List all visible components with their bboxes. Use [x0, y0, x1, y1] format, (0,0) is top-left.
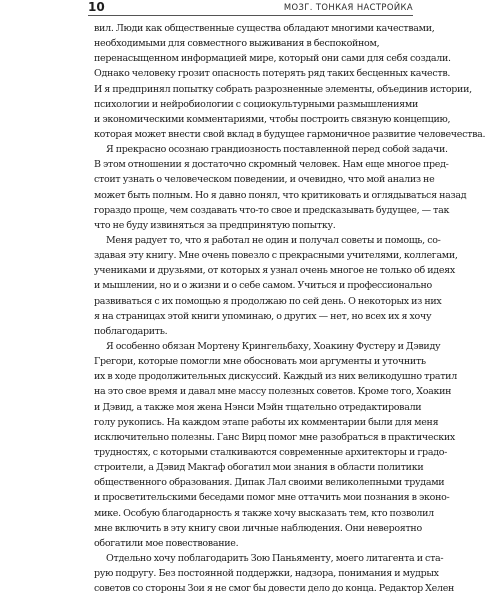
text-line: рую подругу. Без постоянной поддержки, надзора, понимания и мудрых: [94, 568, 439, 580]
text-line: и Дэвид, а также моя жена Нэнси Мэйн тщательно отредактировали: [94, 401, 422, 413]
body-text: [94, 21, 486, 596]
text-line: обогатили мое повествование.: [94, 537, 239, 549]
text-line: на это свое время и давал мне массу полезных советов. Кроме того, Хоакин: [94, 386, 452, 398]
text-line: Грегори, которые помогли мне обосновать мои аргументы и уточнить: [94, 356, 426, 368]
text-line: я на страницах этой книги упоминаю, о других — нет, но всех их я хочу: [94, 310, 432, 322]
text-line: и просветительскими беседами помог мне оттачить мои познания в эконо-: [94, 492, 450, 504]
text-line: и экономическими комментариями, чтобы построить связную концепцию,: [94, 113, 451, 125]
text-line: перенасыщенном информацией мире, который они сами для себя создали.: [94, 53, 451, 65]
text-line: Меня радует то, что я работал не один и получал советы и помощь, со-: [106, 234, 441, 246]
text-line: здавая эту книгу. Мне очень повезло с прекрасными учителями, коллегами,: [94, 250, 458, 262]
paragraph: [94, 142, 467, 233]
text-line: гораздо проще, чем создавать что-то свое и предсказывать будущее, — так: [94, 204, 450, 216]
running-head: МОЗГ. ТОНКАЯ НАСТРОЙКА: [283, 2, 413, 12]
text-line: трудностях, с которыми сталкиваются современные архитекторы и градо-: [94, 446, 448, 458]
text-line: Однако человеку грозит опасность потерять ряд таких бесценных качеств.: [94, 68, 451, 80]
text-line: исключительно полезны. Ганс Вирц помог мне разобраться в практических: [94, 431, 455, 443]
page-header: [88, 0, 413, 16]
page-number: 10: [88, 0, 105, 14]
paragraph: [94, 339, 457, 551]
text-line: общественного образования. Дипак Лал своими великолепными трудами: [94, 477, 445, 489]
text-line: мике. Особую благодарность я также хочу высказать тем, кто позволил: [94, 507, 434, 519]
text-line: советов со стороны Зои я не смог бы довести дело до конца. Редактор Хелен: [94, 583, 455, 595]
text-line: что не буду извиняться за предпринятую попытку.: [94, 219, 336, 231]
text-line: необходимыми для совместного выживания в беспокойном,: [94, 38, 380, 50]
paragraph: [94, 551, 455, 596]
header-rule: [88, 15, 413, 16]
text-line: и мышлении, но и о жизни и о себе самом. Учиться и профессионально: [94, 280, 432, 292]
text-line: И я предпринял попытку собрать разрозненные элементы, объединив истории,: [94, 83, 472, 95]
text-line: голу рукопись. На каждом этапе работы их комментарии были для меня: [94, 416, 439, 428]
text-line: психологии и нейробиологии с социокультурными размышлениями: [94, 98, 418, 110]
text-line: развиваться с их помощью я продолжаю по сей день. О некоторых из них: [94, 295, 442, 307]
text-line: мне включить в эту книгу свои личные наблюдения. Они невероятно: [94, 522, 422, 534]
text-line: которая может внести свой вклад в будущее гармоничное развитие человечества.: [94, 128, 486, 140]
text-line: Я прекрасно осознаю грандиозность поставленной перед собой задачи.: [106, 144, 448, 156]
text-line: Я особенно обязан Мортену Крингельбаху, Хоакину Фустеру и Дэвиду: [106, 340, 441, 352]
text-line: может быть полным. Но я давно понял, что критиковать и оглядываться назад: [94, 189, 467, 201]
text-line: учениками и друзьями, от которых я узнал очень многое не только об идеях: [94, 265, 455, 277]
text-line: строители, а Дэвид Макгаф обогатил мои знания в области политики: [94, 462, 424, 474]
text-line: В этом отношении я достаточно скромный человек. Нам еще многое пред-: [94, 159, 449, 171]
paragraph: [94, 21, 486, 142]
text-line: их в ходе продолжительных дискуссий. Каждый из них великодушно тратил: [94, 371, 457, 383]
text-line: Отдельно хочу поблагодарить Зою Паньяменту, моего литагента и ста-: [106, 552, 444, 564]
text-line: поблагодарить.: [94, 325, 168, 337]
text-line: вил. Люди как общественные существа обладают многими качествами,: [94, 23, 435, 34]
paragraph: [94, 233, 458, 339]
text-line: стоит узнать о человеческом поведении, и очевидно, что мой анализ не: [94, 174, 435, 186]
